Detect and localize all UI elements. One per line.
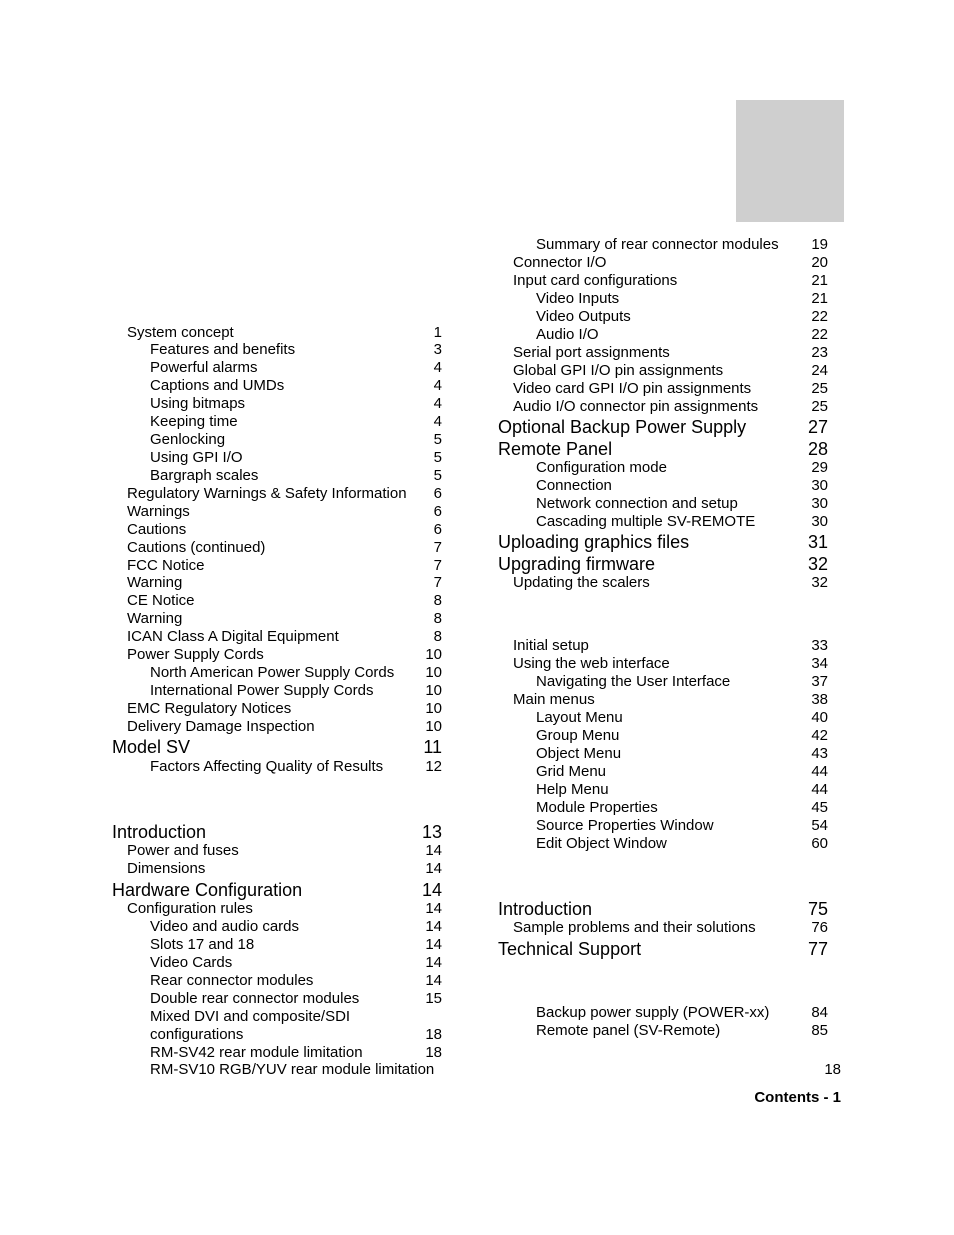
toc-entry[interactable]: [513, 380, 828, 398]
toc-entry-title: Factors Affecting Quality of Results: [150, 758, 384, 775]
toc-entry[interactable]: [536, 308, 828, 326]
toc-entry[interactable]: [536, 781, 828, 799]
toc-entry-page: 4: [433, 413, 442, 430]
toc-entry-page: 11: [423, 737, 442, 757]
toc-chapter-entry[interactable]: [112, 879, 442, 901]
toc-chapter-entry[interactable]: [498, 531, 828, 553]
toc-entry-page: 60: [811, 835, 828, 852]
toc-entry-page: 32: [811, 574, 828, 591]
toc-entry[interactable]: [536, 1004, 828, 1022]
toc-entry[interactable]: [127, 860, 442, 878]
toc-entry-title: Hardware Configuration: [112, 880, 303, 900]
toc-entry-title: Connector I/O: [513, 254, 607, 271]
toc-entry-title: Features and benefits: [150, 341, 296, 358]
toc-entry[interactable]: [513, 655, 828, 673]
toc-entry-page: 4: [433, 377, 442, 394]
toc-entry-title: Sample problems and their solutions: [513, 919, 756, 936]
toc-entry[interactable]: [150, 758, 442, 776]
toc-entry-title: Configuration mode: [536, 459, 667, 476]
toc-entry-page: 21: [811, 272, 828, 289]
toc-entry-page: 77: [807, 939, 828, 959]
toc-entry-title: Global GPI I/O pin assignments: [513, 362, 724, 379]
toc-entry-title: System concept: [127, 324, 234, 341]
toc-entry[interactable]: [150, 449, 442, 467]
toc-entry-page: 33: [811, 637, 828, 654]
toc-entry[interactable]: [536, 459, 828, 477]
toc-entry[interactable]: [150, 341, 442, 359]
toc-entry-page: 10: [425, 682, 442, 699]
toc-entry-title: Warning: [127, 574, 183, 591]
toc-entry-title: Cascading multiple SV-REMOTE: [536, 513, 756, 530]
toc-entry[interactable]: [150, 395, 442, 413]
toc-entry[interactable]: [513, 254, 828, 272]
toc-entry-title: CE Notice: [127, 592, 195, 609]
toc-entry-page: 14: [425, 972, 442, 989]
toc-entry-title: Main menus: [513, 691, 595, 708]
toc-entry-page: 10: [425, 664, 442, 681]
toc-entry[interactable]: [513, 919, 828, 937]
toc-entry-title: Delivery Damage Inspection: [127, 718, 315, 735]
toc-entry-title: Genlocking: [150, 431, 226, 448]
toc-entry[interactable]: [127, 628, 442, 646]
toc-entry-title: Connection: [536, 477, 612, 494]
toc-entry[interactable]: [127, 521, 442, 539]
toc-entry-page: 85: [811, 1022, 828, 1039]
toc-entry-title: Double rear connector modules: [150, 990, 360, 1007]
toc-entry[interactable]: [513, 691, 828, 709]
toc-entry-title: Using GPI I/O: [150, 449, 243, 466]
toc-entry-page: 37: [811, 673, 828, 690]
toc-entry[interactable]: [536, 727, 828, 745]
toc-entry-page: 30: [811, 477, 828, 494]
toc-entry[interactable]: [127, 324, 442, 342]
toc-entry-title: Power and fuses: [127, 842, 239, 859]
toc-entry[interactable]: [536, 495, 828, 513]
toc-entry[interactable]: [150, 1044, 442, 1062]
toc-entry-title: Audio I/O connector pin assignments: [513, 398, 759, 415]
toc-entry[interactable]: [127, 700, 442, 718]
toc-entry[interactable]: [513, 362, 828, 380]
toc-entry[interactable]: [536, 673, 828, 691]
toc-entry-title: Upgrading firmware: [498, 554, 656, 574]
toc-entry[interactable]: [150, 467, 442, 485]
toc-entry-page: 6: [433, 521, 442, 538]
toc-entry-page: 19: [811, 236, 828, 253]
toc-entry-title: International Power Supply Cords: [150, 682, 374, 699]
toc-entry[interactable]: [127, 842, 442, 860]
toc-entry-title: Regulatory Warnings & Safety Information: [127, 485, 407, 502]
toc-entry[interactable]: [127, 900, 442, 918]
toc-entry-title: North American Power Supply Cords: [150, 664, 395, 681]
toc-entry-page: 14: [425, 860, 442, 877]
toc-entry-title: configurations: [150, 1026, 244, 1043]
toc-entry-title: Remote panel (SV-Remote): [536, 1022, 721, 1039]
toc-entry-page: 24: [811, 362, 828, 379]
toc-entry-page: 5: [433, 431, 442, 448]
toc-entry-page: 25: [811, 380, 828, 397]
toc-entry-title: Warning: [127, 610, 183, 627]
toc-entry[interactable]: [536, 835, 828, 853]
toc-entry[interactable]: [536, 817, 828, 835]
toc-entry-title: Warnings: [127, 503, 190, 520]
toc-entry[interactable]: [150, 431, 442, 449]
toc-entry-page: 15: [425, 990, 442, 1007]
toc-entry-page: 14: [425, 936, 442, 953]
toc-entry[interactable]: [150, 359, 442, 377]
toc-entry-title: Cautions: [127, 521, 187, 538]
toc-entry-title: FCC Notice: [127, 557, 205, 574]
toc-entry-title: Initial setup: [513, 637, 589, 654]
toc-entry-title: RM-SV10 RGB/YUV rear module limitation: [150, 1061, 435, 1078]
toc-entry-title: Uploading graphics files: [498, 532, 690, 552]
continued-page-number: 18: [824, 1061, 841, 1078]
toc-entry-title: Keeping time: [150, 413, 238, 430]
toc-entry-page: 23: [811, 344, 828, 361]
toc-entry-title: Serial port assignments: [513, 344, 670, 361]
toc-entry-page: 29: [811, 459, 828, 476]
toc-entry[interactable]: [127, 646, 442, 664]
toc-entry-page: 22: [811, 308, 828, 325]
toc-entry-page: 25: [811, 398, 828, 415]
toc-entry[interactable]: [127, 718, 442, 736]
toc-entry-title: Object Menu: [536, 745, 622, 762]
toc-entry-page: 8: [433, 628, 442, 645]
toc-entry[interactable]: [536, 477, 828, 495]
toc-entry-page: 30: [811, 495, 828, 512]
toc-entry[interactable]: [127, 610, 442, 628]
toc-entry[interactable]: [150, 377, 442, 395]
toc-entry[interactable]: [536, 513, 828, 531]
toc-entry-page: 27: [807, 417, 828, 437]
toc-chapter-entry[interactable]: [112, 736, 442, 758]
toc-entry-page: 12: [425, 758, 442, 775]
toc-entry-title: EMC Regulatory Notices: [127, 700, 292, 717]
toc-entry-title: Video and audio cards: [150, 918, 300, 935]
toc-entry[interactable]: [150, 954, 442, 972]
toc-entry-title: Backup power supply (POWER-xx): [536, 1004, 770, 1021]
toc-entry[interactable]: [536, 799, 828, 817]
toc-entry[interactable]: [150, 990, 442, 1008]
toc-chapter-entry[interactable]: [498, 898, 828, 920]
toc-entry[interactable]: [536, 763, 828, 781]
toc-entry-title: Configuration rules: [127, 900, 253, 917]
toc-entry-page: 76: [811, 919, 828, 936]
toc-entry-page: 14: [425, 918, 442, 935]
toc-entry[interactable]: [536, 290, 828, 308]
toc-entry-title: ICAN Class A Digital Equipment: [127, 628, 339, 645]
toc-entry[interactable]: [150, 936, 442, 954]
toc-entry[interactable]: [536, 236, 828, 254]
toc-entry[interactable]: [513, 574, 828, 592]
toc-entry-title: Cautions (continued): [127, 539, 266, 556]
toc-entry-page: 5: [433, 467, 442, 484]
toc-chapter-entry[interactable]: [498, 438, 828, 460]
toc-entry-page: 6: [433, 503, 442, 520]
toc-entry-page: 14: [421, 880, 442, 900]
toc-entry-page: 4: [433, 395, 442, 412]
toc-entry[interactable]: [150, 1061, 442, 1079]
toc-entry[interactable]: [513, 272, 828, 290]
toc-entry-title: Audio I/O: [536, 326, 599, 343]
toc-entry[interactable]: [127, 557, 442, 575]
toc-entry-title: Network connection and setup: [536, 495, 738, 512]
toc-entry[interactable]: [513, 398, 828, 416]
toc-entry-title: Introduction: [498, 899, 593, 919]
toc-entry-page: 18: [425, 1044, 442, 1061]
toc-entry-title: Summary of rear connector modules: [536, 236, 779, 253]
toc-entry-page: 10: [425, 718, 442, 735]
toc-entry-title: Optional Backup Power Supply: [498, 417, 747, 437]
toc-entry-page: 32: [807, 554, 828, 574]
toc-entry-page: 43: [811, 745, 828, 762]
toc-entry-page: 34: [811, 655, 828, 672]
toc-entry[interactable]: [127, 539, 442, 557]
toc-entry-title: Dimensions: [127, 860, 206, 877]
toc-entry[interactable]: [127, 485, 442, 503]
toc-entry-page: 14: [425, 900, 442, 917]
toc-entry[interactable]: [536, 745, 828, 763]
toc-entry-page: 14: [425, 954, 442, 971]
toc-entry[interactable]: [150, 972, 442, 990]
toc-entry-page: 45: [811, 799, 828, 816]
toc-entry[interactable]: [150, 682, 442, 700]
toc-entry-page: 31: [807, 532, 828, 552]
toc-entry-page: 7: [433, 557, 442, 574]
toc-entry-page: 28: [807, 439, 828, 459]
toc-entry-title: Captions and UMDs: [150, 377, 285, 394]
toc-entry[interactable]: [150, 918, 442, 936]
toc-chapter-entry[interactable]: [498, 553, 828, 575]
toc-entry-page: 10: [425, 700, 442, 717]
toc-entry-page: 8: [433, 592, 442, 609]
toc-entry-title: Technical Support: [498, 939, 642, 959]
toc-entry-title: Grid Menu: [536, 763, 607, 780]
toc-entry-page: 54: [811, 817, 828, 834]
toc-entry-title: Model SV: [112, 737, 191, 757]
toc-entry-title: Remote Panel: [498, 439, 613, 459]
page-footer: Contents - 1: [754, 1089, 841, 1106]
toc-entry-page: 7: [433, 574, 442, 591]
toc-chapter-entry[interactable]: [112, 821, 442, 843]
toc-entry-page: 44: [811, 763, 828, 780]
toc-entry-title: Powerful alarms: [150, 359, 258, 376]
toc-entry-page: 38: [811, 691, 828, 708]
toc-entry-title: Input card configurations: [513, 272, 678, 289]
toc-entry-title: Slots 17 and 18: [150, 936, 255, 953]
chapter-tab-block: [736, 100, 844, 222]
toc-entry-page: 5: [433, 449, 442, 466]
toc-entry-page: 10: [425, 646, 442, 663]
toc-entry-page: 6: [433, 485, 442, 502]
toc-entry-page: 40: [811, 709, 828, 726]
toc-entry-page: 4: [433, 359, 442, 376]
toc-entry-page: 22: [811, 326, 828, 343]
toc-chapter-entry[interactable]: [498, 416, 828, 438]
toc-entry[interactable]: [536, 1022, 828, 1040]
toc-entry-page: 42: [811, 727, 828, 744]
toc-entry-title: Introduction: [112, 822, 207, 842]
toc-entry-title: Video Cards: [150, 954, 233, 971]
toc-entry-title: RM-SV42 rear module limitation: [150, 1044, 363, 1061]
toc-entry-title: Using the web interface: [513, 655, 670, 672]
toc-entry-page: 7: [433, 539, 442, 556]
toc-entry-page: 14: [425, 842, 442, 859]
toc-entry-page: 75: [807, 899, 828, 919]
toc-entry-title: Bargraph scales: [150, 467, 259, 484]
toc-entry-title: Updating the scalers: [513, 574, 650, 591]
toc-entry-title: Layout Menu: [536, 709, 623, 726]
toc-entry[interactable]: [127, 574, 442, 592]
toc-entry-title: Group Menu: [536, 727, 620, 744]
toc-entry-title: Using bitmaps: [150, 395, 246, 412]
toc-entry[interactable]: [513, 344, 828, 362]
toc-entry-title: Video Outputs: [536, 308, 631, 325]
toc-entry-title: Source Properties Window: [536, 817, 714, 834]
toc-entry-page: 84: [811, 1004, 828, 1021]
toc-entry-page: 18: [425, 1026, 442, 1043]
toc-entry-title: Help Menu: [536, 781, 609, 798]
toc-entry[interactable]: [536, 709, 828, 727]
toc-entry-page: 21: [811, 290, 828, 307]
toc-entry[interactable]: [127, 503, 442, 521]
toc-entry-page: 1: [433, 324, 442, 341]
toc-entry-title: Mixed DVI and composite/SDI: [150, 1008, 351, 1025]
toc-entry[interactable]: [513, 637, 828, 655]
toc-entry-page: 8: [433, 610, 442, 627]
toc-entry-page: 44: [811, 781, 828, 798]
toc-entry-title: Power Supply Cords: [127, 646, 264, 663]
toc-entry[interactable]: [536, 326, 828, 344]
toc-entry-title: Navigating the User Interface: [536, 673, 731, 690]
toc-entry[interactable]: [150, 664, 442, 682]
toc-entry-title: Video card GPI I/O pin assignments: [513, 380, 752, 397]
toc-entry-title: Module Properties: [536, 799, 658, 816]
toc-entry[interactable]: [150, 413, 442, 431]
toc-chapter-entry[interactable]: [498, 938, 828, 960]
toc-entry-page: 30: [811, 513, 828, 530]
toc-entry-title: Rear connector modules: [150, 972, 314, 989]
toc-entry-page: 20: [811, 254, 828, 271]
toc-entry[interactable]: [150, 1008, 442, 1026]
toc-entry-title: Edit Object Window: [536, 835, 667, 852]
toc-entry[interactable]: [127, 592, 442, 610]
toc-entry[interactable]: [150, 1026, 442, 1044]
toc-entry-page: 3: [433, 341, 442, 358]
toc-entry-title: Video Inputs: [536, 290, 620, 307]
toc-entry-page: 13: [421, 822, 442, 842]
